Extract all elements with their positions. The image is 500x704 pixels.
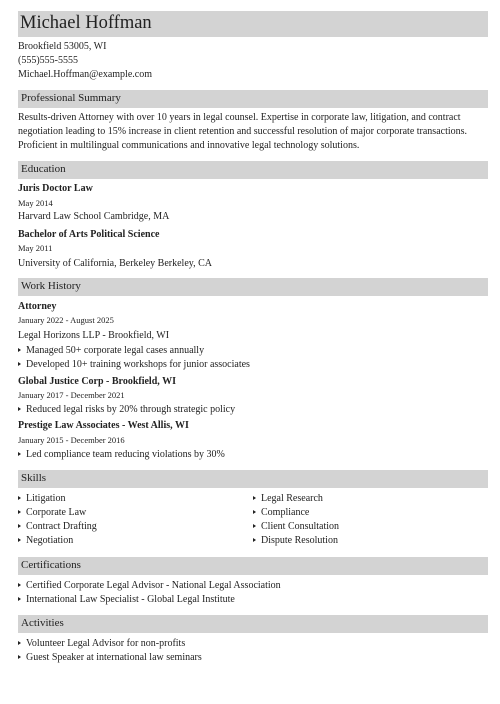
contact-phone: (555)555-5555 [18,55,78,66]
certification-item: Certified Corporate Legal Advisor - National Legal Association [18,580,281,591]
summary-section-header [18,90,488,108]
bullet-arrow-icon [18,538,21,542]
skills-section-header [18,470,488,488]
bullet-arrow-icon [18,407,21,411]
bullet-arrow-icon [253,524,256,528]
activities-section-title: Activities [21,617,64,629]
job-dates: January 2022 - August 2025 [18,315,114,325]
bullet-arrow-icon [18,348,21,352]
summary-text: Results-driven Attorney with over 10 years in legal counsel. Expertise in corporate law, litigation, and contract negotiation leading to 15% increase in client retention and successful resolution of major corporate transactions. Proficient in multilingual communications and innovative legal technology solutions. [18,112,468,151]
skill-item: Legal Research [253,493,323,504]
work-section-title: Work History [21,280,81,292]
education-degree: Bachelor of Arts Political Science [18,229,160,240]
bullet-arrow-icon [18,510,21,514]
skill-item: Compliance [253,507,309,518]
education-school: University of California, Berkeley Berkeley, CA [18,258,213,269]
bullet-arrow-icon [253,496,256,500]
job-dates: January 2017 - December 2021 [18,390,125,400]
skill-item: Litigation [18,493,65,504]
job-bullet: Reduced legal risks by 20% through strategic policy [18,404,235,415]
bullet-arrow-icon [18,655,21,659]
skill-item: Negotiation [18,535,73,546]
bullet-arrow-icon [18,496,21,500]
bullet-arrow-icon [18,362,21,366]
education-degree: Juris Doctor Law [18,183,93,194]
skill-item: Dispute Resolution [253,535,338,546]
education-section-header [18,161,488,179]
work-section-header [18,278,488,296]
activity-item: Volunteer Legal Advisor for non-profits [18,638,185,649]
contact-email: Michael.Hoffman@example.com [18,69,152,80]
skill-item: Corporate Law [18,507,86,518]
job-title: Attorney [18,301,57,312]
activities-section-header [18,615,488,633]
contact-address: Brookfield 53005, WI [18,41,107,52]
education-date: May 2014 [18,198,53,208]
education-section-title: Education [21,163,66,175]
bullet-arrow-icon [18,641,21,645]
candidate-name: Michael Hoffman [20,13,152,33]
bullet-arrow-icon [18,452,21,456]
certification-item: International Law Specialist - Global Legal Institute [18,594,235,605]
education-school: Harvard Law School Cambridge, MA [18,211,170,222]
skill-item: Contract Drafting [18,521,97,532]
job-dates: January 2015 - December 2016 [18,435,125,445]
bullet-arrow-icon [253,510,256,514]
job-company: Legal Horizons LLP - Brookfield, WI [18,330,170,341]
job-title: Prestige Law Associates - West Allis, WI [18,420,189,431]
education-date: May 2011 [18,243,53,253]
certifications-section-header [18,557,488,575]
skills-section-title: Skills [21,472,47,484]
job-bullet: Managed 50+ corporate legal cases annually [18,345,204,356]
bullet-arrow-icon [18,583,21,587]
job-title: Global Justice Corp - Brookfield, WI [18,376,176,387]
job-bullet: Developed 10+ training workshops for junior associates [18,359,250,370]
skill-item: Client Consultation [253,521,339,532]
certifications-section-title: Certifications [21,559,81,571]
activity-item: Guest Speaker at international law seminars [18,652,202,663]
job-bullet: Led compliance team reducing violations by 30% [18,449,225,460]
bullet-arrow-icon [253,538,256,542]
summary-section-title: Professional Summary [21,92,121,104]
bullet-arrow-icon [18,597,21,601]
bullet-arrow-icon [18,524,21,528]
name-header [18,11,488,37]
